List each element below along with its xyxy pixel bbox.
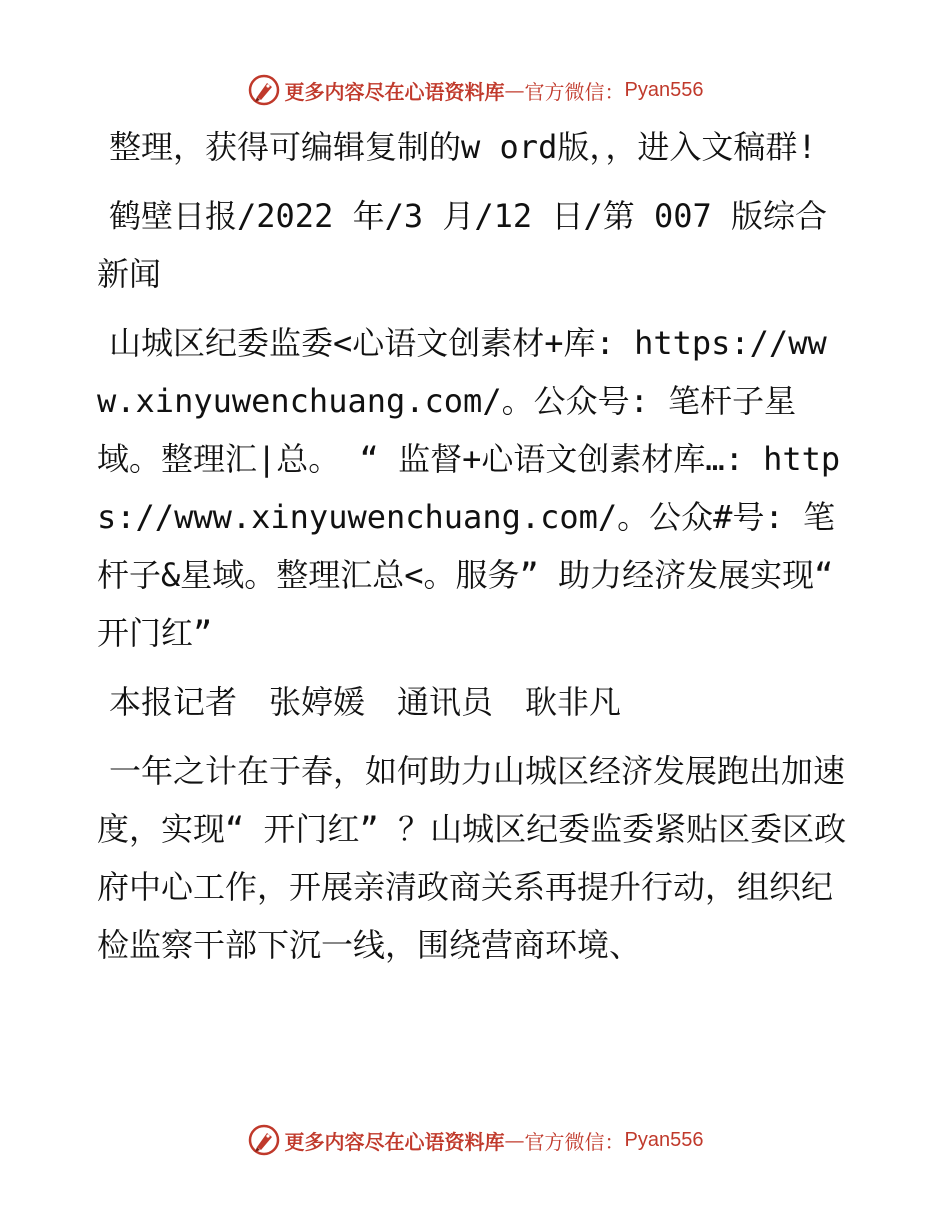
banner-separator: — xyxy=(504,1128,525,1152)
pen-nib-logo-icon xyxy=(247,73,281,107)
pen-nib-logo-icon xyxy=(247,1123,281,1157)
paragraph: 本报记者 张婷媛 通讯员 耿非凡 xyxy=(109,683,622,721)
paragraph: 整理，获得可编辑复制的w ord版，，进入文稿群! xyxy=(109,128,817,166)
banner-wechat-label: 官方微信： xyxy=(524,1129,625,1154)
banner-title: 更多内容尽在心语资料库 xyxy=(284,79,505,104)
paragraph: 山城区纪委监委<心语文创素材+库: https://www.xinyuwenchuang.com/。公众号: 笔杆子星域。整理汇|总。 “ 监督+心语文创素材库…: https://www.xinyuwenchuang.com/。公众#号: 笔杆子&星域。整理汇总<。服务” 助力经济发展实现“ 开门红” xyxy=(97,324,841,652)
banner-title: 更多内容尽在心语资料库 xyxy=(284,1129,505,1154)
footer-watermark-banner xyxy=(0,1120,950,1160)
banner-separator: — xyxy=(504,78,525,102)
banner-wechat-label: 官方微信： xyxy=(524,79,625,104)
banner-wechat-id: Pyan556 xyxy=(624,78,704,101)
banner-wechat-id: Pyan556 xyxy=(624,1128,704,1151)
document-body xyxy=(97,118,857,985)
header-watermark-banner xyxy=(0,70,950,110)
paragraph: 鹤壁日报/2022 年/3 月/12 日/第 007 版综合新闻 xyxy=(97,197,828,293)
paragraph: 一年之计在于春，如何助力山城区经济发展跑出加速度，实现“ 开门红” ？山城区纪委监委紧贴区委区政府中心工作，开展亲清政商关系再提升行动，组织纪检监察干部下沉一线，围绕营商环境、 xyxy=(97,752,847,964)
